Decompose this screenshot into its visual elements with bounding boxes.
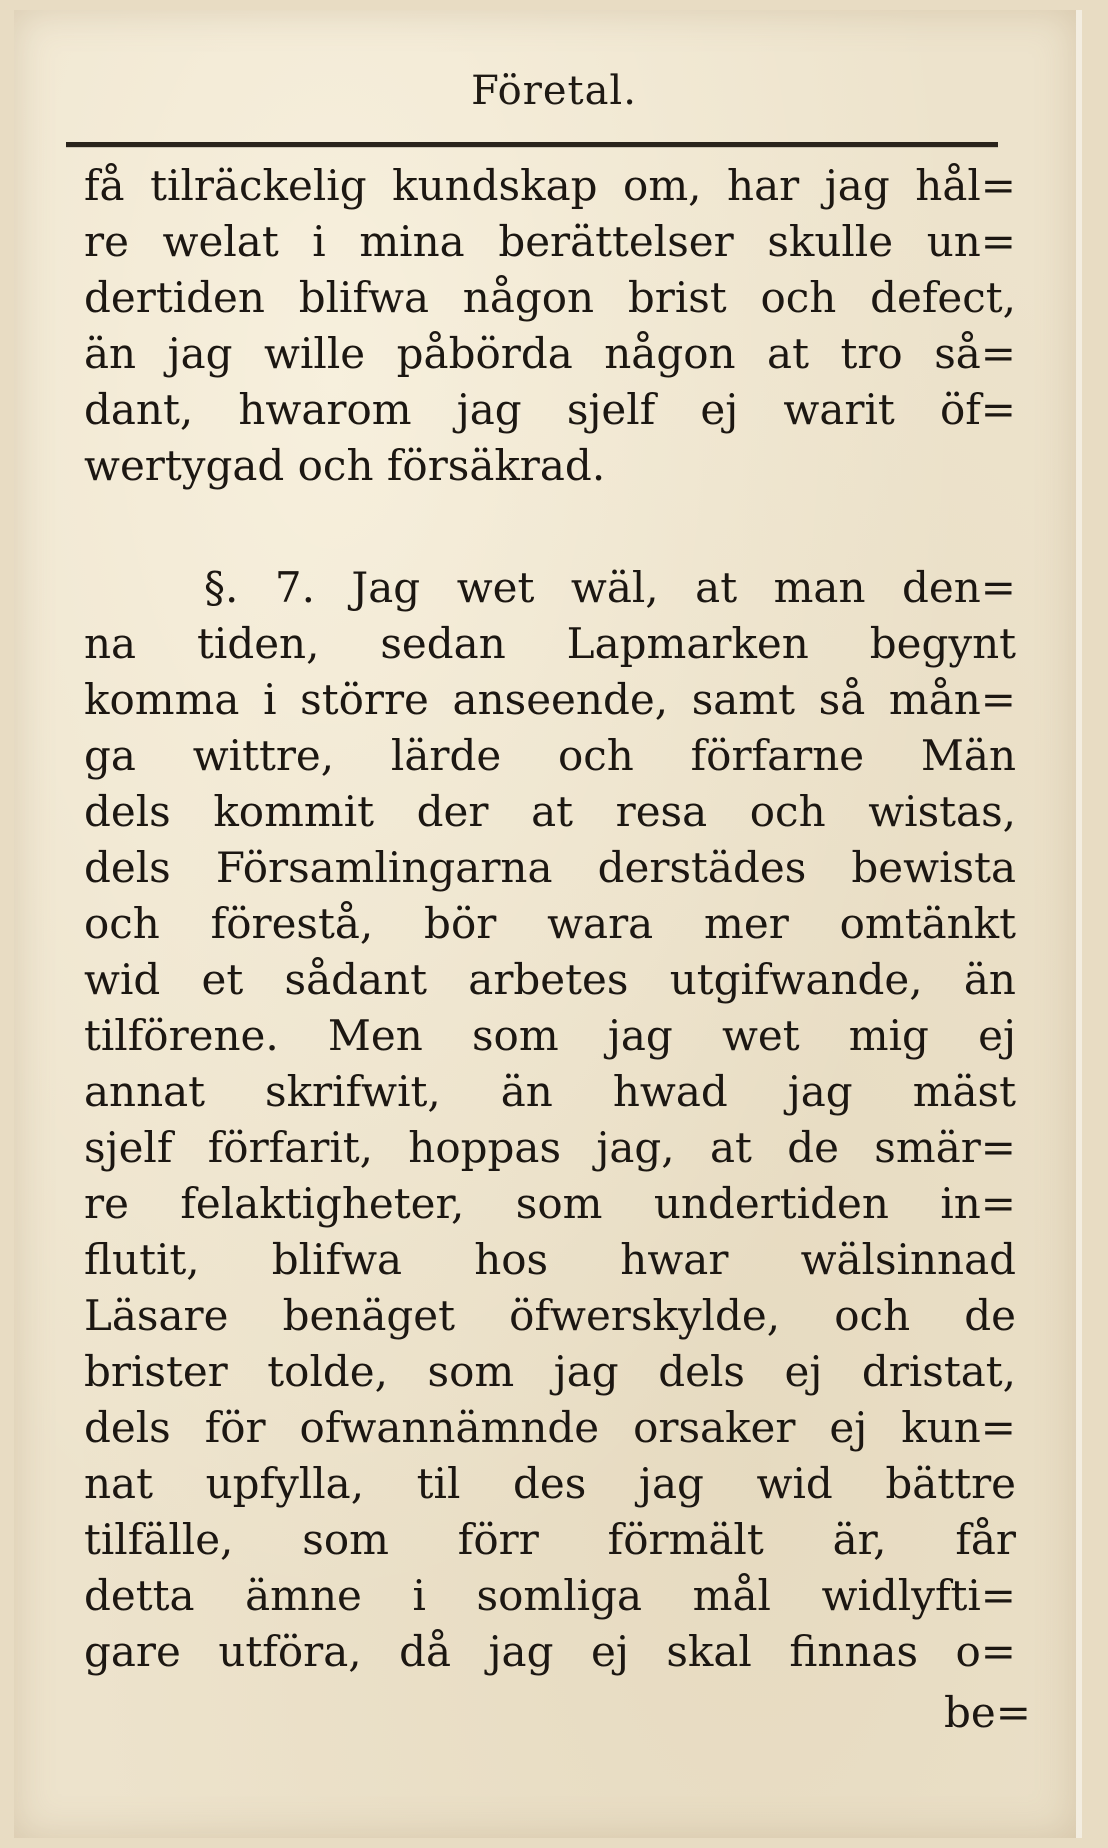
- text-line: detta ämne i somliga mål widlyfti=: [84, 1571, 1016, 1620]
- text-line: dertiden blifwa någon brist och defect,: [84, 273, 1016, 322]
- text-line: re felaktigheter, som undertiden in=: [84, 1179, 1016, 1228]
- running-head: Företal.: [471, 68, 637, 114]
- text-line: få tilräckelig kundskap om, har jag hål=: [84, 161, 1016, 210]
- catchword: be=: [944, 1688, 1031, 1737]
- text-line: Läsare benäget öfwerskylde, och de: [84, 1291, 1016, 1340]
- text-line: och förestå, bör wara mer omtänkt: [84, 899, 1016, 948]
- text-line: re welat i mina berättelser skulle un=: [84, 217, 1016, 266]
- text-line: wid et sådant arbetes utgifwande, än: [84, 955, 1016, 1004]
- text-line: brister tolde, som jag dels ej dristat,: [84, 1347, 1016, 1396]
- text-line: sjelf förfarit, hoppas jag, at de smär=: [84, 1123, 1016, 1172]
- text-line: ga wittre, lärde och förfarne Män: [84, 731, 1016, 780]
- text-line: dels för ofwannämnde orsaker ej kun=: [84, 1403, 1016, 1452]
- text-line: wertygad och försäkrad.: [84, 441, 606, 490]
- text-line: komma i större anseende, samt så mån=: [84, 675, 1016, 724]
- text-line: gare utföra, då jag ej skal finnas o=: [84, 1627, 1016, 1676]
- text-line: än jag wille påbörda någon at tro så=: [84, 329, 1016, 378]
- text-line: dels Församlingarna derstädes bewista: [84, 843, 1016, 892]
- section-heading-line: §. 7. Jag wet wäl, at man den=: [204, 563, 1016, 612]
- text-line: tilförene. Men som jag wet mig ej: [84, 1011, 1016, 1060]
- text-line: na tiden, sedan Lapmarken begynt: [84, 619, 1016, 668]
- text-line: annat skrifwit, än hwad jag mäst: [84, 1067, 1016, 1116]
- header-rule: [66, 142, 998, 147]
- text-line: tilfälle, som förr förmält är, får: [84, 1515, 1016, 1564]
- text-line: dels kommit der at resa och wistas,: [84, 787, 1016, 836]
- text-line: dant, hwarom jag sjelf ej warit öf=: [84, 385, 1016, 434]
- text-line: nat upfylla, til des jag wid bättre: [84, 1459, 1016, 1508]
- text-line: flutit, blifwa hos hwar wälsinnad: [84, 1235, 1016, 1284]
